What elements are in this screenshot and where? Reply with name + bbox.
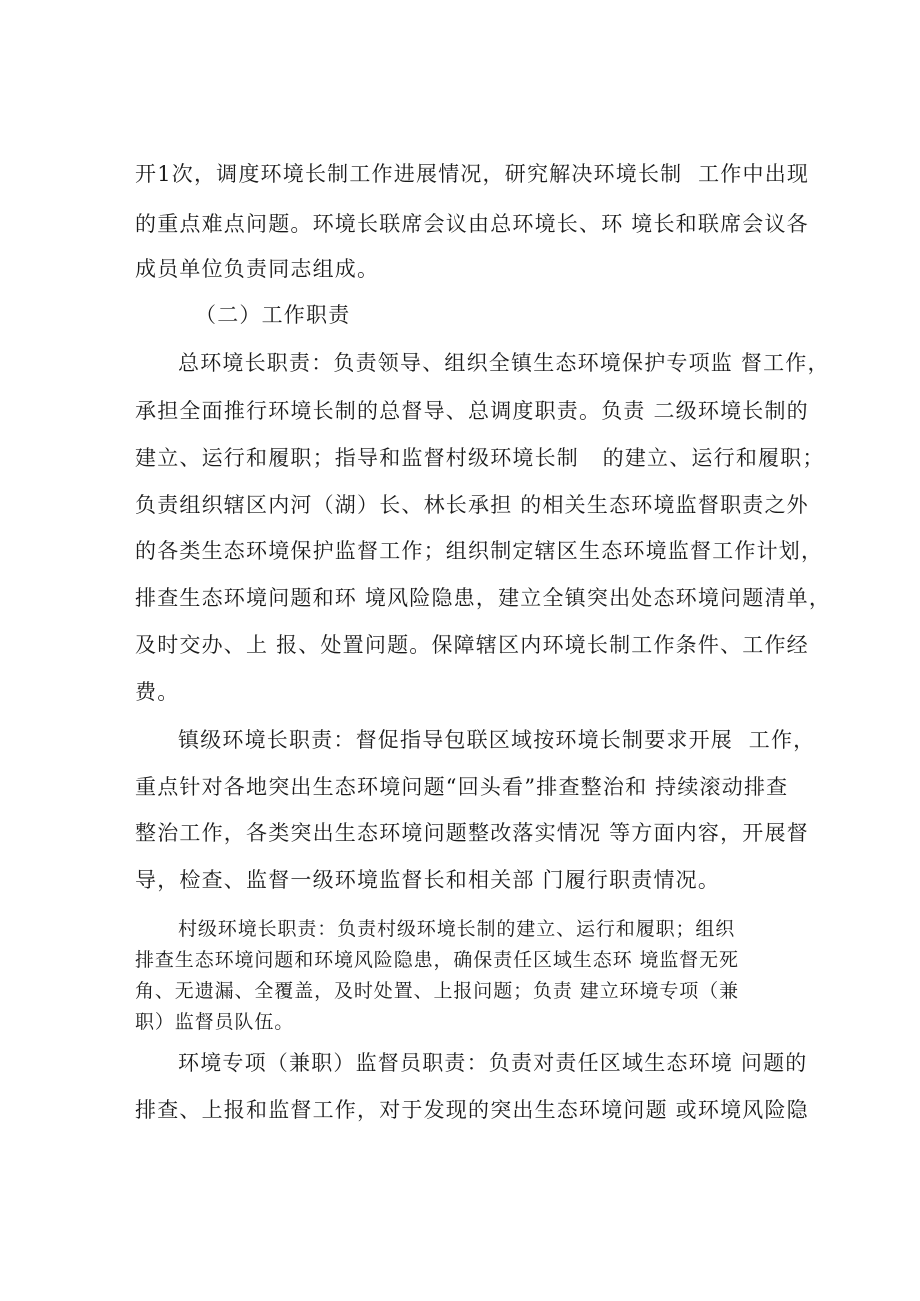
paragraph-4-line-2: 排查生态环境问题和环境风险隐患，确保责任区域生态环 境监督无死	[135, 949, 739, 971]
paragraph-2-line-8: 费。	[135, 680, 180, 704]
paragraph-3-line-3: 整治工作，各类突出生态环境问题整改落实情况 等方面内容，开展督	[135, 821, 809, 845]
paragraph-3-line-2: 重点针对各地突出生态环境问题“回头看”排查整治和 持续滚动排查	[135, 775, 789, 799]
paragraph-2-line-1: 总环境长职责：负责领导、组织全镇生态环境保护专项监 督工作，	[178, 351, 830, 375]
paragraph-5-line-2: 排查、上报和监督工作，对于发现的突出生态环境问题 或环境风险隐	[135, 1098, 809, 1122]
paragraph-2-line-6: 排查生态环境问题和环 境风险隐患，建立全镇突出处态环境问题清单，	[135, 586, 832, 610]
section-heading: （二）工作职责	[195, 303, 351, 327]
paragraph-2-line-5: 的各类生态环境保护监督工作；组织制定辖区生态环境监督工作计划，	[135, 539, 824, 563]
paragraph-2-line-3: 建立、运行和履职；指导和监督村级环境长制 的建立、运行和履职；	[135, 446, 825, 470]
paragraph-1-line-1: 开1次，调度环境长制工作进展情况，研究解决环境长制 工作中出现	[135, 162, 810, 186]
paragraph-2-line-4: 负责组织辖区内河（湖）长、林长承担 的相关生态环境监督职责之外	[135, 493, 809, 517]
paragraph-4-line-1: 村级环境长职责：负责村级环境长制的建立、运行和履职；组织	[178, 918, 736, 940]
paragraph-2-line-7: 及时交办、上 报、处置问题。保障辖区内环境长制工作条件、工作经	[135, 633, 809, 657]
paragraph-3-line-1: 镇级环境长职责：督促指导包联区域按环境长制要求开展 工作，	[178, 728, 816, 752]
paragraph-4-line-3: 角、无遗漏、全覆盖，及时处置、上报问题；负责 建立环境专项（兼	[135, 980, 739, 1002]
paragraph-2-line-2: 承担全面推行环境长制的总督导、总调度职责。负责 二级环境长制的	[135, 399, 809, 423]
paragraph-1-line-2: 的重点难点问题。环境长联席会议由总环境长、环 境长和联席会议各	[135, 212, 809, 236]
paragraph-4-line-4: 职）监督员队伍。	[135, 1011, 295, 1033]
paragraph-3-line-4: 导，检查、监督一级环境监督长和相关部 门履行职责情况。	[135, 868, 721, 892]
paragraph-5-line-1: 环境专项（兼职）监督员职责：负责对责任区域生态环境 问题的	[178, 1051, 808, 1075]
paragraph-1-line-3: 成员单位负责同志组成。	[135, 257, 380, 281]
